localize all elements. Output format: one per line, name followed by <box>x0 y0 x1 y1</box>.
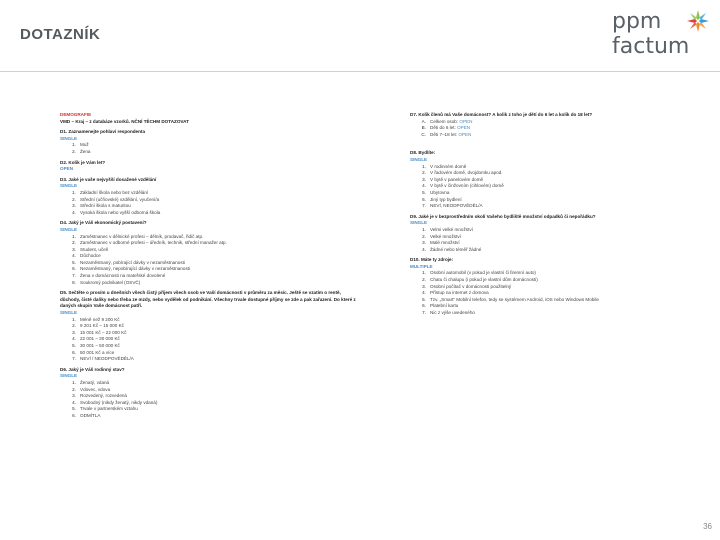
questionnaire-left-column <box>60 112 360 420</box>
question-d5-type: SINGLE <box>60 310 78 316</box>
logo-star-icon <box>685 8 711 34</box>
list-item: 3. Střední škola s maturitou <box>72 203 131 209</box>
list-item: 3. Osobní počítač v domácnosti použitelný <box>422 283 512 289</box>
list-item: 6. Platební kartu <box>422 303 459 309</box>
list-item: 2. Vdovec, vdova <box>72 386 111 392</box>
list-item: 4. Vysoká škola nebo vyšší odborná škola <box>72 209 161 215</box>
logo-text-factum: factum <box>612 34 690 59</box>
list-item: 4. 22 001 – 30 000 Kč <box>72 336 120 342</box>
list-item: 1. Zaměstnanec v dělnické profesi – dělník, prodavač, řidič atp. <box>72 233 204 239</box>
question-d2-title: D2. Kolik je Vám let? <box>60 159 106 165</box>
list-item: 3. 15 001 Kč – 22 000 Kč <box>72 329 127 335</box>
question-d4-type: SINGLE <box>60 226 78 232</box>
list-item: 5. Tzv. „Smart“ Mobilní telefon, tedy se systémem Android, iOS nebo Windows Mobile <box>422 296 599 302</box>
logo-text-ppm: ppm <box>612 9 662 34</box>
list-item: 2. V řadovém domě, dvojdomku apod. <box>422 170 503 176</box>
questionnaire-right-column <box>410 112 650 317</box>
list-item: 4. Žádné nebo téměř žádné <box>422 246 482 252</box>
list-item: 6. 50 001 Kč a více <box>72 349 115 355</box>
list-item: 7. Žena v domácnosti na mateřské dovolené <box>72 273 166 279</box>
list-item: 5. Nezaměstnaný, pobírající dávky v nezaměstnanosti <box>72 259 185 265</box>
list-item: 6. ODMÍTLA <box>72 412 101 418</box>
list-item: B. Děti do 6 let: OPEN <box>421 125 471 131</box>
list-item: 1. V rodinném domě <box>422 163 467 169</box>
question-d1-type: SINGLE <box>60 135 78 141</box>
page-title: DOTAZNÍK <box>20 26 101 43</box>
list-item: 4. Svobodný (nikdy ženatý, nikdy vdaná) <box>72 399 158 405</box>
list-item: 3. Rozvedený, rozvedená <box>72 393 127 399</box>
list-item: 1. Základní škola nebo bez vzdělání <box>72 189 149 195</box>
list-item: 7. NEVÍ, NEODPOVĚDĚL/A <box>422 203 483 209</box>
header-divider <box>0 71 720 72</box>
question-d9-title: D9. Jaké je v bezprostředním okolí Vašeho bydliště množství odpadků či nepořádku? <box>410 213 596 219</box>
list-item: 1. Osobní automobil (v pokud je vlastní či firemní auto) <box>422 270 536 276</box>
list-item: 4. V bytě v činžovním (cihlovém) domě <box>422 183 504 189</box>
list-item: 5. 30 001 – 50 000 Kč <box>72 343 120 348</box>
list-item: A. Celkem osob: OPEN <box>421 118 473 124</box>
list-item: 5. Ubytovna <box>422 189 450 195</box>
list-item: 2. Velké množství <box>422 233 461 239</box>
list-item: 2. 9 201 Kč – 15 000 Kč <box>72 323 124 329</box>
list-item: 6. Jiný typ bydlení <box>422 196 462 202</box>
list-item: 3. Malé množství <box>422 240 460 246</box>
list-item: 2. Žena <box>72 148 91 154</box>
question-d6-type: SINGLE <box>60 373 78 379</box>
list-item: 2. Chatu či chalupu (i pokud je vlastní dům domácnosti) <box>422 277 538 283</box>
list-item: 6. Nezaměstnaný, nepobírající dávky v nezaměstnanosti <box>72 266 191 272</box>
list-item: 8. Soukromý podnikatel (OSVČ) <box>72 279 141 285</box>
question-d10-type: MULTIPLE <box>410 263 433 269</box>
list-item: 4. Důchodce <box>72 253 101 259</box>
question-d5-title: D5. Sečtěte o prosím u dnešních všech čistý příjem všech osob ve Vaší domácnosti v průměru za měsíc. Ještě se vzatím o rentě, důchody, čisté daňky nebo třeba ze mzdy, nebo vydělek od podnikání. Všechny trvale dostupné příjmy se zde a pak zařazení. Do které z daných skupin Vaše domácnost patří. <box>60 290 356 309</box>
list-item: 1. Ženatý, vdaná <box>72 379 110 385</box>
list-item: 4. Přístup na internet z domova <box>422 290 489 296</box>
demography-note: VMD – Kraj – z databáze vzorků. NČNÍ TĚCHM DOTAZOVAT <box>60 118 189 124</box>
question-d4-title: D4. Jaký je Váš ekonomický postavení? <box>60 220 147 226</box>
list-item: 2. Střední (učňovské) vzdělání, vyučení/a <box>72 196 160 202</box>
question-d7-title: D7. Kolik členů má Vaše domácnost? A kolik z toho je dětí do 6 let a kolik do 18 let? <box>410 112 593 117</box>
question-d1-title: D1. Zaznamenejte pohlaví respondenta <box>60 129 146 135</box>
list-item: 7. NEVÍ / NEODPOVĚDĚL/A <box>72 356 134 362</box>
list-item: 5. Trvale v partnerském vztahu <box>72 406 138 412</box>
list-item: 1. Velmi velké množství <box>422 226 473 232</box>
question-d2-type: OPEN <box>60 166 74 172</box>
list-item: 3. Student, učeň <box>72 246 109 252</box>
question-d6-title: D6. Jaký je Váš rodinný stav? <box>60 366 125 372</box>
demography-heading: DEMOGRAFIE <box>60 112 92 117</box>
question-d8-title: D8. Bydlíte: <box>410 150 436 156</box>
list-item: 1. Muž <box>72 142 89 148</box>
list-item: 3. V bytě v panelovém domě <box>422 176 484 182</box>
ppm-factum-logo <box>612 8 712 64</box>
question-d3-title: D3. Jaké je vaše nejvyšší dosažené vzdělání <box>60 176 157 182</box>
list-item: 2. Zaměstnanec v odborné profesi – úředník, technik, střední manažer atp. <box>72 240 227 246</box>
list-item: C. Děti 7–18 let: OPEN <box>421 131 472 137</box>
question-d8-type: SINGLE <box>410 156 428 162</box>
question-d9-type: SINGLE <box>410 220 428 226</box>
question-d3-type: SINGLE <box>60 183 78 189</box>
page-number: 36 <box>703 522 712 531</box>
list-item: 7. Nic z výše uvedeného <box>422 310 475 316</box>
list-item: 1. Méně než 9 200 Kč <box>72 316 120 322</box>
question-d10-title: D10. Máte ty zdroje: <box>410 257 454 263</box>
